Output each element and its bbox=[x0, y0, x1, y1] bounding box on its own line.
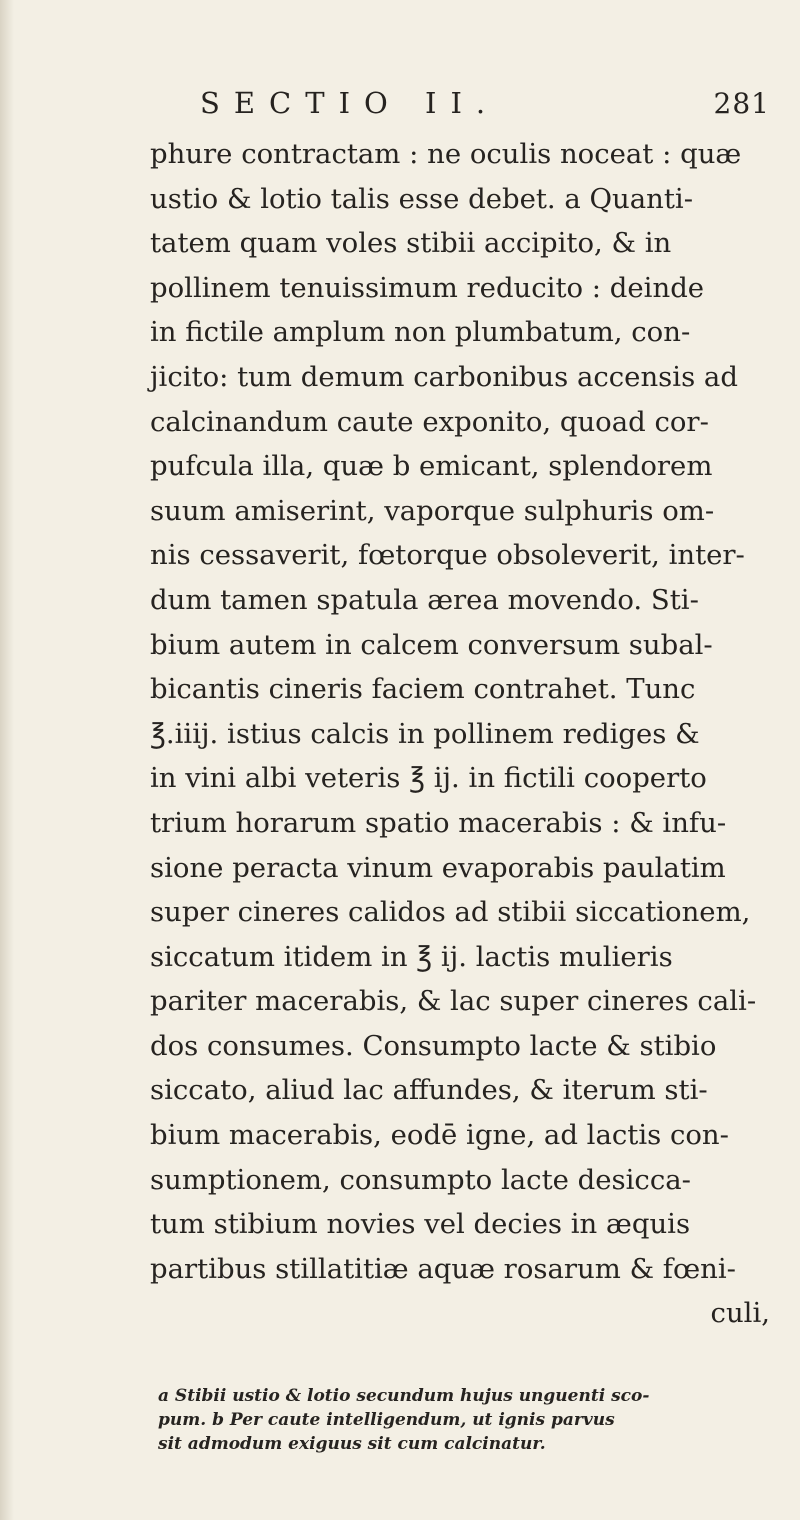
running-head: SECTIO II. bbox=[200, 86, 500, 120]
text-line: pufcula illa, quæ b emicant, splendorem bbox=[150, 450, 713, 483]
footnote-line: pum. b Per caute intelligendum, ut ignis parvus bbox=[158, 1410, 615, 1430]
page-edge bbox=[0, 0, 14, 1520]
text-line: ℥.iiij. istius calcis in pollinem rediges & bbox=[150, 717, 700, 750]
text-line: calcinandum caute exponito, quoad cor- bbox=[150, 405, 709, 438]
text-line: in fictile amplum non plumbatum, con- bbox=[150, 316, 691, 349]
text-line: bium macerabis, eodē igne, ad lactis con- bbox=[150, 1119, 729, 1152]
text-line: nis cessaverit, fœtorque obsoleverit, inter- bbox=[150, 539, 745, 572]
text-line: dum tamen spatula ærea movendo. Sti- bbox=[150, 583, 699, 616]
text-line: bicantis cineris faciem contrahet. Tunc bbox=[150, 673, 696, 706]
text-line: sumptionem, consumpto lacte desicca- bbox=[150, 1163, 691, 1196]
text-line: partibus stillatitiæ aquæ rosarum & fœni- bbox=[150, 1252, 736, 1285]
text-line: tatem quam voles stibii accipito, & in bbox=[150, 227, 672, 260]
body-text bbox=[150, 132, 770, 1336]
text-line: super cineres calidos ad stibii siccationem, bbox=[150, 896, 751, 929]
footnotes bbox=[158, 1384, 770, 1456]
text-line: siccatum itidem in ℥ ij. lactis mulieris bbox=[150, 940, 673, 973]
footnote-line: sit admodum exiguus sit cum calcinatur. bbox=[158, 1434, 546, 1454]
text-line: siccato, aliud lac affundes, & iterum sti- bbox=[150, 1074, 708, 1107]
footnote-line: a Stibii ustio & lotio secundum hujus unguenti sco- bbox=[158, 1386, 650, 1406]
text-line: phure contractam : ne oculis noceat : quæ bbox=[150, 138, 742, 170]
text-line: ustio & lotio talis esse debet. a Quanti- bbox=[150, 182, 694, 215]
text-line: dos consumes. Consumpto lacte & stibio bbox=[150, 1029, 717, 1062]
text-line: pollinem tenuissimum reducito : deinde bbox=[150, 271, 705, 304]
text-line: bium autem in calcem conversum subal- bbox=[150, 628, 713, 661]
page-header bbox=[200, 86, 770, 120]
text-line-catchword: culi, bbox=[710, 1297, 770, 1330]
page-number: 281 bbox=[713, 87, 770, 120]
text-line: trium horarum spatio macerabis : & infu- bbox=[150, 806, 727, 839]
text-line: tum stibium novies vel decies in æquis bbox=[150, 1208, 691, 1241]
text-line: jicito: tum demum carbonibus accensis ad bbox=[150, 360, 738, 393]
text-line: sione peracta vinum evaporabis paulatim bbox=[150, 851, 726, 884]
text-line: suum amiserint, vaporque sulphuris om- bbox=[150, 494, 715, 527]
text-line: in vini albi veteris ℥ ij. in fictili cooperto bbox=[150, 762, 707, 795]
text-line: pariter macerabis, & lac super cineres cali- bbox=[150, 985, 757, 1018]
